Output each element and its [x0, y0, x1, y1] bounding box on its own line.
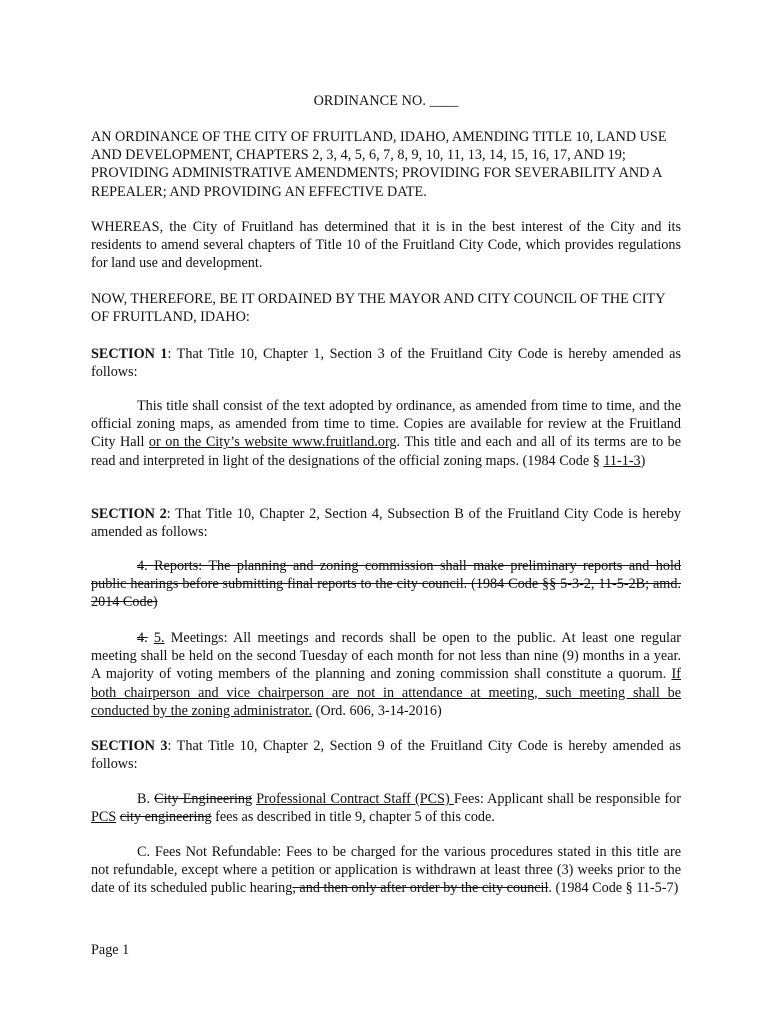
section-1-body-b: . This title and each and all of its terms are to be read and interpreted in light of the designations of the official zoning maps. (1984 Code §: [91, 434, 681, 469]
section-2-item-text: Meetings: All meetings and records shall be open to the public. At least one regular meeting shall be held on the second Tuesday of each month for not less than nine (9) months in a year. A majority of voting members of the planning and zoning commission shall constitute a quorum.: [91, 630, 682, 683]
section-1-inserted-website: or on the City’s website www.fruitland.org: [148, 434, 397, 451]
section-2-new-number: 5.: [153, 630, 165, 646]
section-2-meetings-item: [91, 629, 681, 720]
section-3-c-deleted: , and then only after order by the city council: [292, 880, 549, 897]
section-1-intro-text: : That Title 10, Chapter 1, Section 3 of the Fruitland City Code is hereby amended as follows:: [91, 346, 681, 381]
section-3-b-text-1: Fees: Applicant shall be responsible for: [453, 791, 682, 807]
section-2-intro-text: : That Title 10, Chapter 2, Section 4, Subsection B of the Fruitland City Code is hereby amended as follows:: [91, 506, 682, 541]
section-3-c-text: C. Fees Not Refundable: Fees to be charged for the various procedures stated in this title are not refundable, except where a petition or application is withdrawn at least three (3) weeks prior to the date of its scheduled public hearing: [91, 844, 681, 897]
section-2-inserted-sentence: If both chairperson and vice chairperson are not in attendance at meeting, such meeting shall be conducted by the zoning administrator.: [91, 666, 681, 719]
section-3-b-text-2: fees as described in title 9, chapter 5 of this code.: [211, 809, 495, 826]
section-3-intro: [91, 737, 681, 773]
section-2-deleted-item: 4. Reports: The planning and zoning commission shall make preliminary reports and hold public hearings before submitting final reports to the city council. (1984 Code §§ 5-3-2, 11-5-2B; amd. 2014 Code): [91, 558, 681, 611]
section-1-body: [91, 397, 681, 470]
section-3-b-prefix: B.: [137, 791, 155, 807]
section-2-intro: [91, 505, 681, 541]
whereas-paragraph: WHEREAS, the City of Fruitland has determined that it is in the best interest of the City and its residents to amend several chapters of Title 10 of the Fruitland City Code, which provides regulations for land use and development.: [91, 219, 681, 272]
page-number: Page 1: [91, 942, 130, 958]
section-3-b-deleted-2: city engineering: [119, 809, 212, 826]
section-1-body-a: This title shall consist of the text adopted by ordinance, as amended from time to time, and the official zoning maps, as amended from time to time. Copies are available for review at the Fruitland City Hall: [91, 398, 681, 451]
section-1-body-c: ): [640, 452, 646, 469]
section-1-heading: SECTION 1: [91, 346, 168, 362]
section-2-item-tail: (Ord. 606, 3-14-2016): [312, 702, 442, 719]
section-3-b-inserted: Professional Contract Staff (PCS): [256, 791, 454, 807]
section-2-old-number: 4.: [137, 630, 148, 646]
section-3-b-inserted-2: PCS: [91, 809, 117, 826]
section-3-item-c: [91, 843, 681, 898]
document-page: [91, 0, 681, 1024]
section-3-b-deleted: City Engineering: [154, 791, 253, 807]
ordained-paragraph: NOW, THEREFORE, BE IT ORDAINED BY THE MAYOR AND CITY COUNCIL OF THE CITY OF FRUITLAND, IDAHO:: [91, 291, 665, 326]
section-2-heading: SECTION 2: [91, 506, 167, 522]
ordinance-caption: AN ORDINANCE OF THE CITY OF FRUITLAND, IDAHO, AMENDING TITLE 10, LAND USE AND DEVELOPMENT, CHAPTERS 2, 3, 4, 5, 6, 7, 8, 9, 10, 11, 13, 14, 15, 16, 17, AND 19; PROVIDING ADMINISTRATIVE AMENDMENTS; PROVIDING FOR SEVERABILITY AND A REPEALER; AND PROVIDING AN EFFECTIVE DATE.: [91, 129, 667, 200]
ordinance-title: ORDINANCE NO. ____: [313, 93, 459, 109]
section-3-intro-text: : That Title 10, Chapter 2, Section 9 of the Fruitland City Code is hereby amended as follows:: [91, 738, 681, 773]
section-3-c-tail: . (1984 Code § 11-5-7): [548, 880, 679, 897]
section-3-item-b: [91, 790, 681, 826]
section-3-heading: SECTION 3: [91, 738, 168, 754]
section-1-intro: [91, 345, 681, 381]
section-1-code-ref: 11-1-3: [603, 452, 641, 469]
